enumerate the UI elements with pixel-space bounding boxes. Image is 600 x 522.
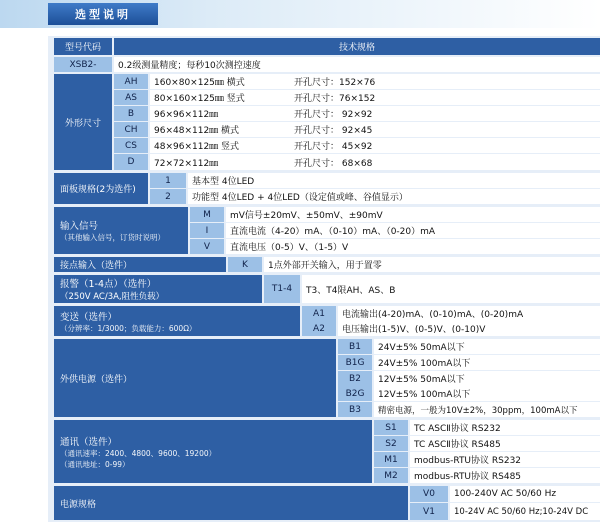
comm-code-s1: S1	[374, 420, 408, 435]
comm-code-m2: M2	[374, 468, 408, 483]
input-code-v: V	[190, 239, 224, 254]
panel-code-2: 2	[150, 189, 186, 204]
size-hole-b: 开孔尺寸： 92×92	[290, 106, 600, 121]
power-text-v0: 100-240V AC 50/60 Hz	[450, 486, 600, 502]
comm-text-m2: modbus-RTU协议 RS485	[410, 468, 600, 483]
transmit-text-a2: 电压输出(1-5)V、(0-5)V、(0-10)V	[338, 321, 600, 336]
power-ext-code-b1g: B1G	[338, 355, 372, 370]
size-dim-as: 80×160×125㎜ 竖式	[150, 90, 290, 105]
size-code-cs: CS	[114, 138, 148, 153]
size-dim-ah: 160×80×125㎜ 横式	[150, 74, 290, 89]
power-ext-code-b3: B3	[338, 402, 372, 417]
comm-text-m1: modbus-RTU协议 RS232	[410, 452, 600, 467]
alarm-group-note: （250V AC/3A,阻性负载）	[60, 292, 165, 302]
size-dim-b: 96×96×112㎜	[150, 106, 290, 121]
size-hole-d: 开孔尺寸： 68×68	[290, 154, 600, 170]
input-code-i: I	[190, 223, 224, 238]
comm-text-s1: TC ASCⅡ协议 RS232	[410, 420, 600, 435]
comm-group-title: 通讯（选件）	[60, 436, 118, 448]
power-code-v0: V0	[410, 486, 448, 502]
power-group-label: 电源规格	[54, 486, 408, 520]
size-dim-cs: 48×96×112㎜ 竖式	[150, 138, 290, 153]
model-prefix-spec: 0.2级测量精度；每秒10次测控速度	[114, 57, 600, 72]
power-code-v1: V1	[410, 503, 448, 520]
power-ext-code-b1: B1	[338, 339, 372, 354]
comm-text-s2: TC ASCⅡ协议 RS485	[410, 436, 600, 451]
input-group-note: （其他输入信号，订货时说明）	[60, 233, 165, 242]
comm-group-label	[54, 420, 372, 483]
power-ext-text-b2g: 12V±5% 100mA以下	[374, 386, 600, 401]
contact-text-k: 1点外部开关输入，用于置零	[264, 257, 600, 272]
transmit-group-label	[54, 306, 300, 336]
alarm-group-label	[54, 275, 262, 303]
power-ext-text-b3: 精密电源，一般为10V±2%，30ppm，100mA以下	[374, 402, 600, 417]
contact-code-k: K	[228, 257, 262, 272]
input-text-m: mV信号±20mV、±50mV、±90mV	[226, 207, 600, 222]
comm-code-s2: S2	[374, 436, 408, 451]
size-code-as: AS	[114, 90, 148, 105]
panel-code-1: 1	[150, 173, 186, 188]
alarm-group-title: 报警（1-4点）（选件）	[60, 279, 157, 290]
size-hole-ch: 开孔尺寸： 92×45	[290, 122, 600, 137]
contact-group-label: 接点输入（选件）	[54, 257, 226, 272]
panel-text-1: 基本型 4位LED	[188, 173, 600, 188]
transmit-group-title: 变送（选件）	[60, 311, 118, 323]
comm-code-m1: M1	[374, 452, 408, 467]
size-code-d: D	[114, 154, 148, 170]
panel-text-2: 功能型 4位LED + 4位LED（设定值或峰、谷值显示）	[188, 189, 600, 204]
comm-group-note-rate: （通讯速率：2400、4800、9600、19200）	[60, 448, 217, 458]
input-group-title: 输入信号	[60, 221, 99, 232]
model-prefix-code: XSB2-	[54, 57, 112, 72]
power-ext-text-b1g: 24V±5% 100mA以下	[374, 355, 600, 370]
comm-group-note-address: （通讯地址：0-99）	[60, 459, 130, 469]
transmit-text-a1: 电流输出(4-20)mA、(0-10)mA、(0-20)mA	[338, 306, 600, 321]
size-dim-ch: 96×48×112㎜ 横式	[150, 122, 290, 137]
page-title: 选型说明	[48, 3, 158, 25]
transmit-group-note: （分辨率：1/3000；负载能力：600Ω）	[60, 323, 197, 333]
size-hole-as: 开孔尺寸：76×152	[290, 90, 600, 105]
size-dim-d: 72×72×112㎜	[150, 154, 290, 170]
size-hole-ah: 开孔尺寸：152×76	[290, 74, 600, 89]
power-ext-code-b2g: B2G	[338, 386, 372, 401]
input-group-label	[54, 207, 188, 254]
power-ext-text-b1: 24V±5% 50mA以下	[374, 339, 600, 354]
alarm-text: T3、T4限AH、AS、B	[302, 275, 600, 303]
panel-group-label: 面板规格(2为选件)	[54, 173, 148, 204]
power-text-v1: 10-24V AC 50/60 Hz;10-24V DC	[450, 503, 600, 520]
size-code-ah: AH	[114, 74, 148, 89]
transmit-code-a2: A2	[302, 321, 336, 336]
input-text-v: 直流电压（0-5）V、（1-5）V	[226, 239, 600, 254]
header-tech-spec: 技术规格	[114, 38, 600, 55]
power-ext-code-b2: B2	[338, 371, 372, 386]
header-model-code: 型号代码	[54, 38, 112, 55]
power-ext-group-label: 外供电源（选件）	[54, 339, 336, 417]
input-code-m: M	[190, 207, 224, 222]
size-code-b: B	[114, 106, 148, 121]
size-group-label: 外形尺寸	[54, 74, 112, 170]
input-text-i: 直流电流（4-20）mA、（0-10）mA、（0-20）mA	[226, 223, 600, 238]
size-hole-cs: 开孔尺寸： 45×92	[290, 138, 600, 153]
power-ext-text-b2: 12V±5% 50mA以下	[374, 371, 600, 386]
transmit-code-a1: A1	[302, 306, 336, 321]
alarm-code: T1-4	[264, 275, 300, 303]
size-code-ch: CH	[114, 122, 148, 137]
